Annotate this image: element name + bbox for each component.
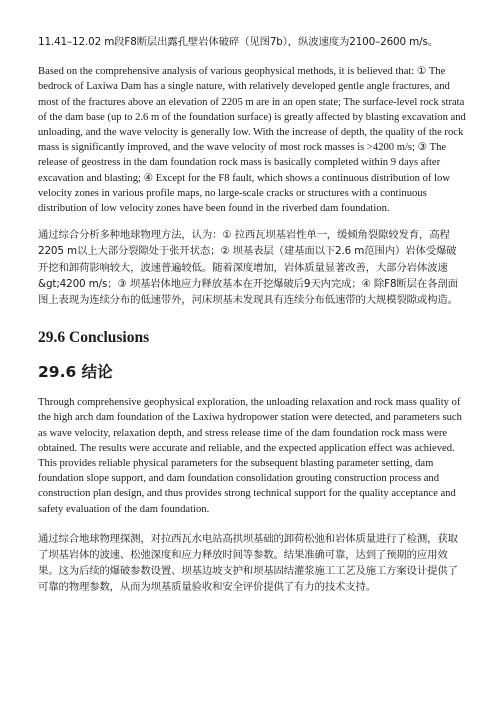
conclusion-paragraph-en: Through comprehensive geophysical exploration, the unloading relaxation and rock mass quality of the high arch dam foundation of the Laxiwa hydropower station were detected, and parameters such as wave velocity, relaxation depth, and stress release time of the dam foundation rock mass were obtained. The results were accurate and reliable, and the expected application effect was achieved. This provides reliable physical parameters for the subsequent blasting parameter setting, dam foundation slope support, and dam foundation consolidation grouting construction process and construction plan design, and thus provides strong technical support for the quality acceptance and safety evaluation of the dam foundation. [38, 397, 462, 515]
section-heading-en: 29.6 Conclusions [38, 329, 150, 347]
analysis-paragraph-en: Based on the comprehensive analysis of various geophysical methods, it is believed that: ① The bedrock of Laxiwa Dam has a single nature, with relatively developed gentle angle fractures, and most of the fractures above an elevation of 2205 m are in an open state; The surface-level rock strata of the dam base (up to 2.6 m of the foundation surface) is greatly affected by blasting excavation and unloading, and the wave velocity is generally low. With the increase of depth, the quality of the rock mass is significantly improved, and the wave velocity of most rock masses is >4200 m/s; ③ The release of geostress in the dam foundation rock mass is basically completed within 9 days after excavation and blasting; ④ Except for the F8 fault, which shows a continuous distribution of low velocity zones in various profile maps, no large-scale cracks or structures with a continuous distribution of low velocity zones have been found in the riverbed dam foundation. [38, 66, 466, 215]
figure-link[interactable]: 7b [269, 36, 283, 48]
document-page [38, 34, 466, 596]
section-heading-zh: 29.6 结论 [38, 363, 113, 382]
conclusion-paragraph-zh: 通过综合地球物理探测，对拉西瓦水电站高拱坝基础的卸荷松弛和岩体质量进行了检测，获取了坝基岩体的波速、松弛深度和应力释放时间等参数。结果准确可靠，达到了预期的应用效果。这为后续的爆破参数设置、坝基边坡支护和坝基固结灌浆施工工艺及施工方案设计提供了可靠的物理参数，从而为坝基质量验收和安全评价提供了有力的技术支持。 [38, 532, 458, 594]
analysis-paragraph-zh: 通过综合分析多种地球物理方法，认为：① 拉西瓦坝基岩性单一，缓倾角裂隙较发育，高程2205 m以上大部分裂隙处于张开状态；② 坝基表层（建基面以下2.6 m范围内）岩体受爆破开挖和卸荷影响较大，波速普遍较低。随着深度增加，岩体质量显著改善，大部分岩体波速&gt;4200 m/s；③ 坝基岩体地应力释放基本在开挖爆破后9天内完成；④ 除F8断层在各剖面图上表现为连续分布的低速带外，河床坝基未发现具有连续分布低速带的大规模裂隙或构造。 [38, 229, 458, 307]
fragment-text-after-link: ），纵波速度为2100–2600 m/s。 [282, 36, 438, 48]
fragment-text-before-link: 11.41–12.02 m段F8断层出露孔壁岩体破碎（见图 [38, 36, 270, 48]
top-paragraph-fragment [38, 34, 466, 50]
